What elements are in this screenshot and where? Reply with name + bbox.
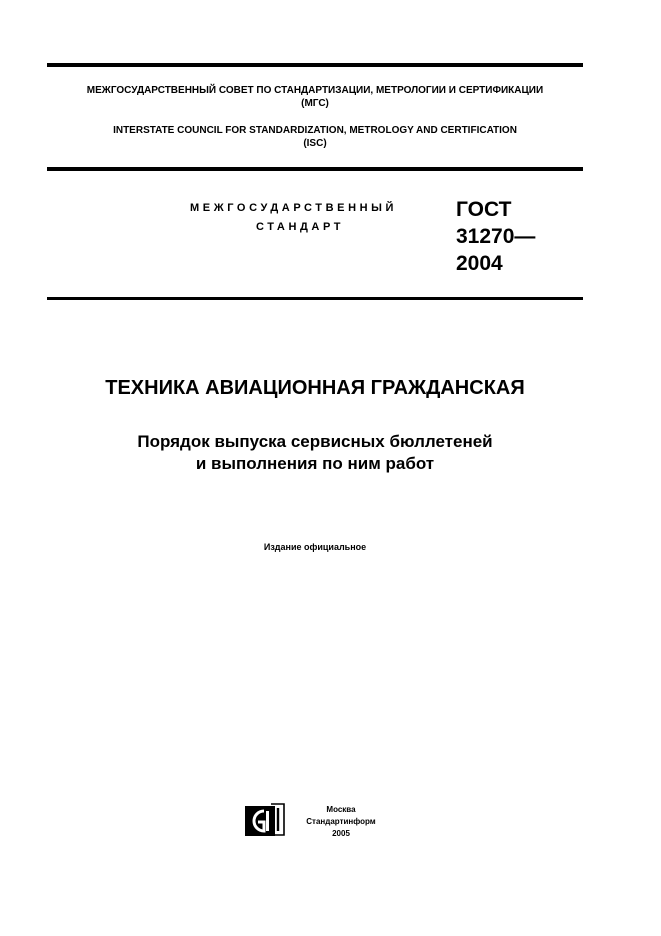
edition-note: Издание официальное — [263, 542, 367, 552]
council-ru-abbr: (МГС) — [301, 98, 329, 109]
middle-rule — [47, 167, 583, 171]
standard-word-standard: СТАНДАРТ — [256, 221, 345, 233]
gost-year: 2004 — [456, 252, 503, 275]
council-name-ru — [47, 84, 583, 110]
subtitle-line-2: и выполнения по ним работ — [195, 454, 435, 473]
gost-number: 31270— — [456, 225, 536, 248]
gost-designation — [456, 196, 535, 277]
imprint-year: 2005 — [332, 829, 350, 838]
document-title: ТЕХНИКА АВИАЦИОННАЯ ГРАЖДАНСКАЯ — [105, 377, 525, 399]
imprint-city: Москва — [326, 805, 356, 814]
council-en-text: INTERSTATE COUNCIL FOR STANDARDIZATION, METROLOGY AND CERTIFICATION — [113, 125, 517, 136]
top-rule — [47, 63, 583, 67]
standartinform-logo-icon — [245, 803, 285, 837]
bottom-rule — [47, 297, 583, 300]
gost-prefix: ГОСТ — [456, 198, 512, 221]
imprint-publisher: Стандартинформ — [306, 817, 376, 826]
council-en-abbr: (ISC) — [303, 138, 327, 149]
council-name-en — [47, 124, 583, 150]
standard-word-interstate: МЕЖГОСУДАРСТВЕННЫЙ — [190, 202, 398, 214]
subtitle-line-1: Порядок выпуска сервисных бюллетеней — [137, 432, 493, 451]
publisher-imprint — [293, 804, 389, 840]
council-ru-text: МЕЖГОСУДАРСТВЕННЫЙ СОВЕТ ПО СТАНДАРТИЗАЦИИ, МЕТРОЛОГИИ И СЕРТИФИКАЦИИ — [86, 85, 544, 96]
document-subtitle — [0, 431, 630, 475]
